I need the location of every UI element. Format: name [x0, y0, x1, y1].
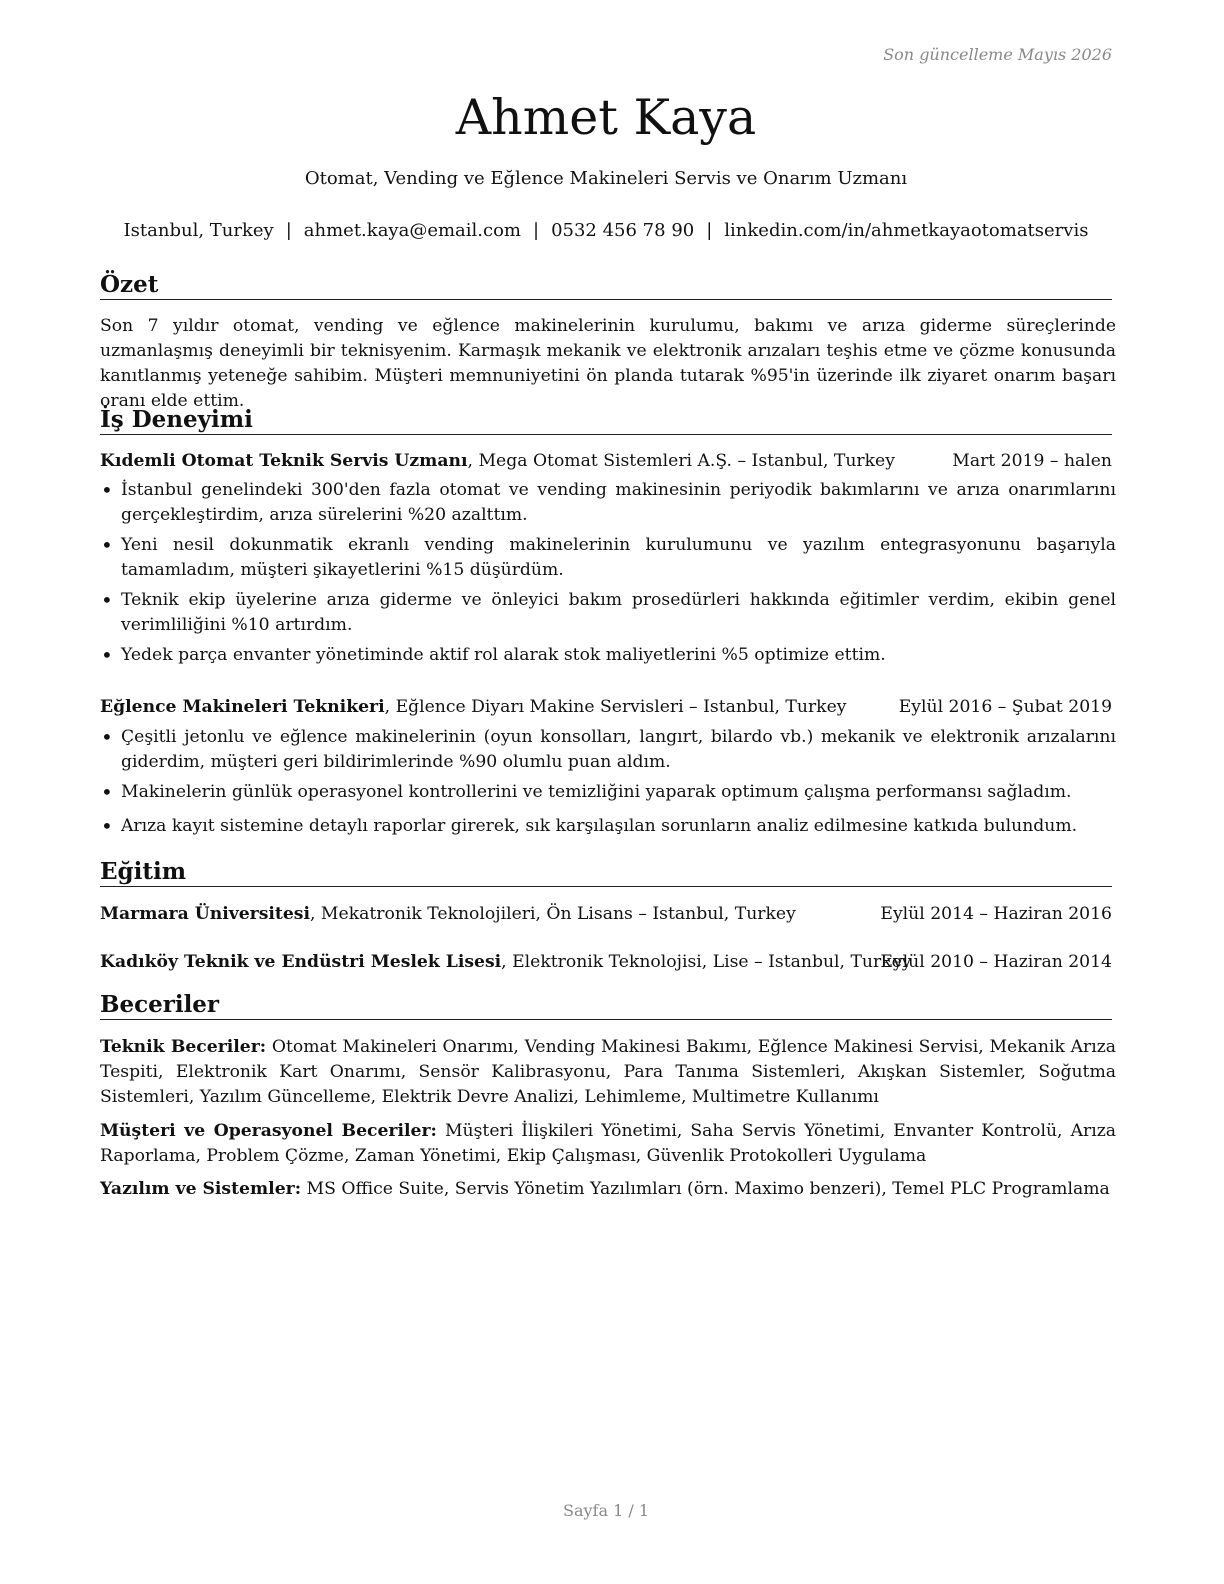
section-title-experience: İş Deneyimi: [100, 406, 1112, 435]
education-detail: , Mekatronik Teknolojileri, Ön Lisans – Istanbul, Turkey: [310, 904, 796, 924]
last-updated: Son güncelleme Mayıs 2026: [883, 45, 1112, 64]
list-item: • Yedek parça envanter yönetiminde aktif rol alarak stok maliyetlerini %5 optimize ettim.: [100, 643, 1116, 668]
contact-email[interactable]: ahmet.kaya@email.com: [303, 220, 521, 241]
list-item: • Teknik ekip üyelerine arıza giderme ve önleyici bakım prosedürleri hakkında eğitimler verdim, ekibin genel verimliliğini %10 artırdım.: [100, 588, 1116, 638]
job-detail: , Eğlence Diyarı Makine Servisleri – Istanbul, Turkey: [384, 697, 847, 717]
job-bullets: [100, 725, 1116, 839]
summary-text: Son 7 yıldır otomat, vending ve eğlence makinelerinin kurulumu, bakımı ve arıza giderme süreçlerinde uzmanlaşmış deneyimli bir teknisyenim. Karmaşık mekanik ve elektronik arızaları teşhis etme ve çözme konusunda kanıtlanmış yeteneğe sahibim. Müşteri memnuniyetini ön planda tutarak %95'in üzerinde ilk ziyaret onarım başarı oranı elde ettim.: [100, 316, 1116, 411]
skill-group: [100, 1035, 1116, 1110]
contact-separator: |: [706, 220, 713, 241]
section-title-skills: Beceriler: [100, 991, 1112, 1020]
skill-group-label: Yazılım ve Sistemler:: [100, 1179, 302, 1199]
education-dates: Eylül 2014 – Haziran 2016: [880, 904, 1112, 924]
job-dates: Mart 2019 – halen: [952, 451, 1112, 471]
job-header: [100, 449, 1112, 474]
education-item: [100, 950, 1112, 975]
education-detail: , Elektronik Teknolojisi, Lise – Istanbul, Turkey: [501, 952, 912, 972]
list-item: • Yeni nesil dokunmatik ekranlı vending makinelerinin kurulumunu ve yazılım entegrasyonunu başarıyla tamamladım, müşteri şikayetlerini %15 düşürdüm.: [100, 533, 1116, 583]
education-dates: Eylül 2010 – Haziran 2014: [880, 952, 1112, 972]
skill-group-text: Otomat Makineleri Onarımı, Vending Makinesi Bakımı, Eğlence Makinesi Servisi, Mekanik Arıza Tespiti, Elektronik Kart Onarımı, Sensör Kalibrasyonu, Para Tanıma Sistemleri, Akışkan Sistemler, Soğutma Sistemleri, Yazılım Güncelleme, Elektrik Devre Analizi, Lehimleme, Multimetre Kullanımı: [100, 1037, 1117, 1107]
contact-separator: |: [285, 220, 292, 241]
candidate-headline: Otomat, Vending ve Eğlence Makineleri Servis ve Onarım Uzmanı: [304, 168, 908, 189]
job-role: Kıdemli Otomat Teknik Servis Uzmanı: [100, 451, 468, 471]
section-title-education: Eğitim: [100, 858, 1112, 887]
contact-location: Istanbul, Turkey: [123, 220, 274, 241]
candidate-name: Ahmet Kaya: [455, 89, 757, 146]
job-role: Eğlence Makineleri Teknikeri: [100, 697, 385, 717]
skill-group-text: Müşteri İlişkileri Yönetimi, Saha Servis Yönetimi, Envanter Kontrolü, Arıza Raporlama, Problem Çözme, Zaman Yönetimi, Ekip Çalışması, Güvenlik Protokolleri Uygulama: [100, 1121, 1117, 1166]
list-item: • Arıza kayıt sistemine detaylı raporlar girerek, sık karşılaşılan sorunların analiz edilmesine katkıda bulundum.: [100, 814, 1116, 839]
skill-group-text: MS Office Suite, Servis Yönetim Yazılımları (örn. Maximo benzeri), Temel PLC Programlama: [306, 1179, 1110, 1199]
contact-phone: 0532 456 78 90: [551, 220, 695, 241]
job-detail: , Mega Otomat Sistemleri A.Ş. – Istanbul, Turkey: [467, 451, 895, 471]
list-item: • Makinelerin günlük operasyonel kontrollerini ve temizliğini yaparak optimum çalışma performansı sağladım.: [100, 780, 1116, 805]
skill-group: [100, 1177, 1116, 1202]
contact-separator: |: [533, 220, 540, 241]
job-dates: Eylül 2016 – Şubat 2019: [898, 697, 1112, 717]
contact-linkedin[interactable]: linkedin.com/in/ahmetkayaotomatservis: [724, 220, 1089, 241]
resume-page: [100, 0, 1117, 1584]
section-title-summary: Özet: [100, 271, 1112, 300]
page-number: Sayfa 1 / 1: [562, 1501, 649, 1520]
education-school: Marmara Üniversitesi: [100, 904, 310, 924]
skill-group-label: Teknik Beceriler:: [100, 1037, 267, 1057]
education-item: [100, 902, 1112, 927]
job-bullets: [100, 478, 1116, 668]
skill-group: [100, 1119, 1116, 1169]
skill-group-label: Müşteri ve Operasyonel Beceriler:: [100, 1121, 437, 1141]
contact-line: [100, 219, 1112, 243]
list-item: • Çeşitli jetonlu ve eğlence makinelerinin (oyun konsolları, langırt, bilardo vb.) mekanik ve elektronik arızalarını giderdim, müşteri geri bildirimlerinde %90 olumlu puan aldım.: [100, 725, 1116, 775]
education-school: Kadıköy Teknik ve Endüstri Meslek Lisesi: [100, 952, 502, 972]
list-item: • İstanbul genelindeki 300'den fazla otomat ve vending makinesinin periyodik bakımlarını ve arıza onarımlarını gerçekleştirdim, arıza sürelerini %20 azalttım.: [100, 478, 1116, 528]
job-header: [100, 695, 1112, 720]
